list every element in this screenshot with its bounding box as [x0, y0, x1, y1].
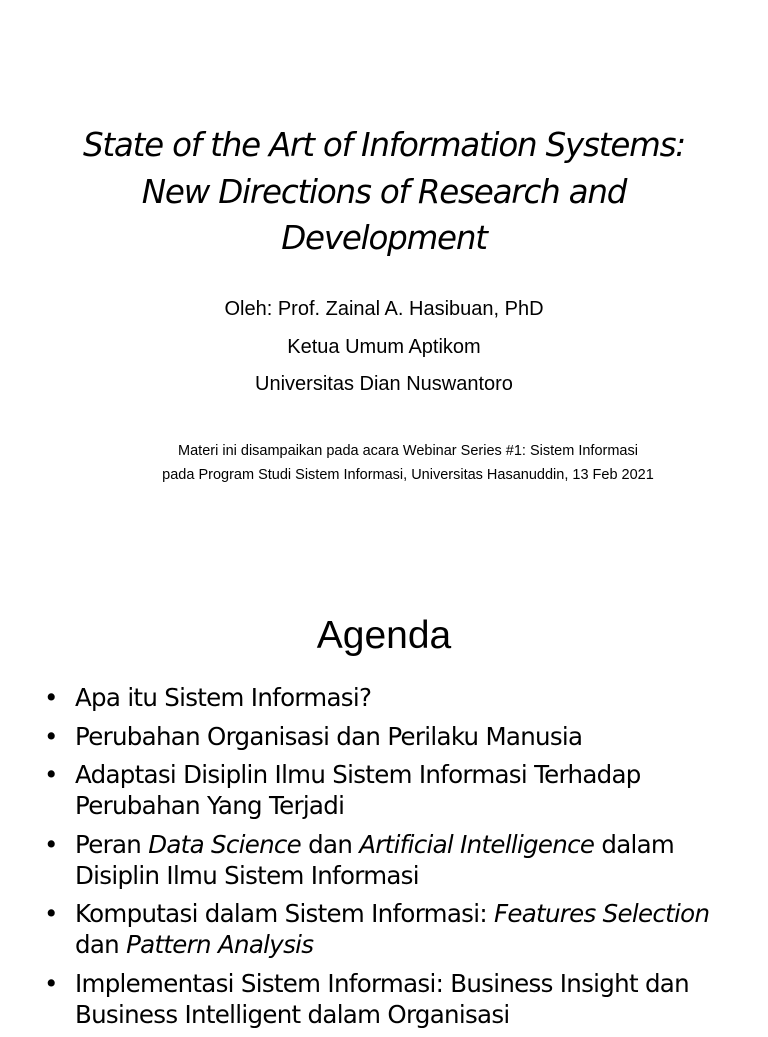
author-line: Oleh: Prof. Zainal A. Hasibuan, PhD: [224, 298, 544, 320]
bullet-icon: •: [44, 829, 58, 859]
title-line: Development: [281, 219, 487, 257]
agenda-item: [44, 898, 744, 960]
presentation-title: [30, 122, 738, 262]
agenda-item-text: [75, 899, 709, 959]
agenda-item: [44, 829, 744, 891]
bullet-icon: •: [44, 721, 58, 751]
text-segment: Komputasi dalam Sistem Informasi:: [75, 899, 494, 928]
agenda-item-text: Implementasi Sistem Informasi: Business Insight dan Business Intelligent dalam Organisasi: [75, 968, 689, 1029]
agenda-list: [44, 682, 744, 1037]
note-line: Materi ini disampaikan pada acara Webinar Series #1: Sistem Informasi: [178, 443, 638, 459]
bullet-icon: •: [44, 968, 58, 998]
agenda-title: Agenda: [316, 614, 452, 657]
agenda-item: [44, 682, 744, 713]
agenda-item-text: Adaptasi Disiplin Ilmu Sistem Informasi Terhadap Perubahan Yang Terjadi: [75, 760, 641, 820]
agenda-item: [44, 721, 744, 752]
author-role: Ketua Umum Aptikom: [287, 335, 481, 358]
note-line: pada Program Studi Sistem Informasi, Universitas Hasanuddin, 13 Feb 2021: [162, 467, 654, 483]
title-line: State of the Art of Information Systems:: [82, 126, 686, 164]
agenda-item: [44, 968, 744, 1030]
title-line: New Directions of Research and: [141, 172, 627, 211]
bullet-icon: •: [44, 683, 58, 712]
bullet-icon: •: [44, 899, 58, 928]
author-block: [40, 291, 728, 404]
bullet-icon: •: [44, 760, 58, 789]
agenda-item-text: Apa itu Sistem Informasi?: [75, 683, 372, 712]
event-note: [92, 439, 724, 487]
agenda-item-text: [75, 830, 674, 890]
emphasis-features-selection: Features Selection: [493, 899, 710, 928]
text-segment: Peran: [75, 829, 149, 859]
text-segment: dalam Disiplin Ilmu Sistem Informasi: [75, 829, 675, 890]
agenda-item: [44, 759, 744, 821]
emphasis-data-science: Data Science: [148, 829, 302, 859]
agenda-item-text: Perubahan Organisasi dan Perilaku Manusia: [75, 721, 583, 751]
emphasis-pattern-analysis: Pattern Analysis: [126, 930, 314, 959]
text-segment: dan: [75, 930, 127, 959]
emphasis-ai: Artificial Intelligence: [359, 829, 595, 859]
text-segment: dan: [301, 829, 360, 859]
author-affiliation: Universitas Dian Nuswantoro: [255, 373, 513, 395]
